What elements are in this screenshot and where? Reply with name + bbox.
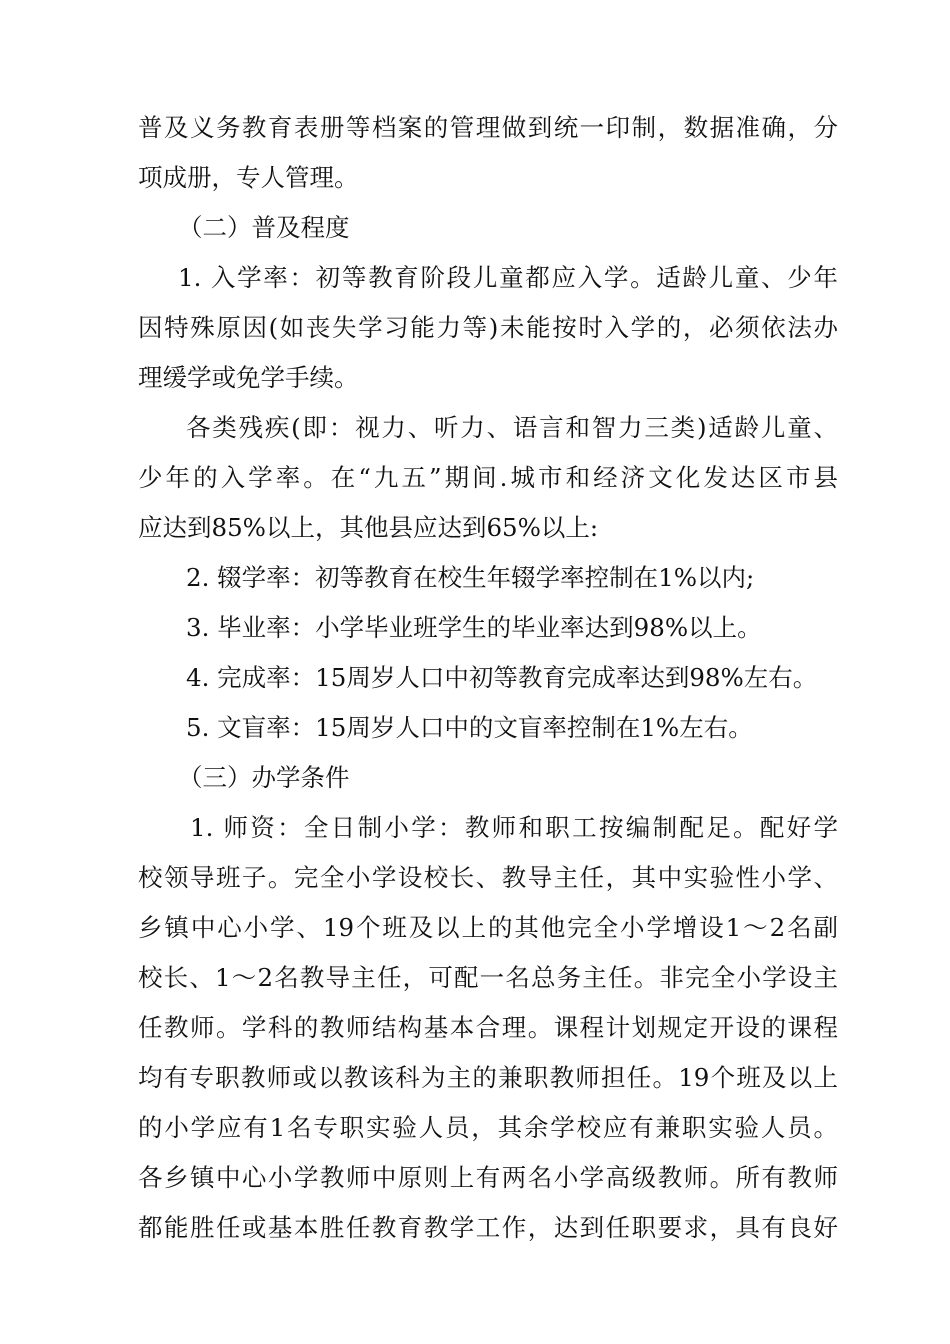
text-line: 应达到85%以上，其他县应达到65%以上: [138,513,599,542]
list-item: 4. 完成率：15周岁人口中初等教育完成率达到98%左右。 [186,663,818,692]
text-line: 因特殊原因(如丧失学习能力等)未能按时入学的，必须依法办 [138,313,838,342]
text-line: 任教师。学科的教师结构基本合理。课程计划规定开设的课程 [138,1013,838,1042]
text-line: 的小学应有1名专职实验人员，其余学校应有兼职实验人员。 [138,1113,838,1142]
text-line: 各类残疾(即：视力、听力、语言和智力三类)适龄儿童、 [186,413,838,442]
text-line: 普及义务教育表册等档案的管理做到统一印制，数据准确，分 [138,113,838,142]
text-line: 少年的入学率。在“九五”期间.城市和经济文化发达区市县 [138,463,838,492]
text-line: 理缓学或免学手续。 [138,363,359,392]
section-heading: （三）办学条件 [178,763,350,792]
list-item: 3. 毕业率：小学毕业班学生的毕业率达到98%以上。 [186,613,762,642]
text-line: 1. 师资：全日制小学：教师和职工按编制配足。配好学 [190,813,838,842]
list-item: 5. 文盲率：15周岁人口中的文盲率控制在1%左右。 [186,713,753,742]
section-heading: （二）普及程度 [178,213,350,242]
list-item: 2. 辍学率：初等教育在校生年辍学率控制在1%以内; [186,563,755,592]
text-line: 都能胜任或基本胜任教育教学工作，达到任职要求，具有良好 [138,1213,838,1242]
text-line: 1. 入学率：初等教育阶段儿童都应入学。适龄儿童、少年 [178,263,838,292]
text-line: 各乡镇中心小学教师中原则上有两名小学高级教师。所有教师 [138,1163,838,1192]
text-line: 项成册，专人管理。 [138,163,359,192]
text-line: 均有专职教师或以教该科为主的兼职教师担任。19个班及以上 [138,1063,838,1092]
text-line: 校领导班子。完全小学设校长、教导主任，其中实验性小学、 [138,863,838,892]
text-line: 校长、1～2名教导主任，可配一名总务主任。非完全小学设主 [138,963,838,992]
text-line: 乡镇中心小学、19个班及以上的其他完全小学增设1～2名副 [138,913,838,942]
